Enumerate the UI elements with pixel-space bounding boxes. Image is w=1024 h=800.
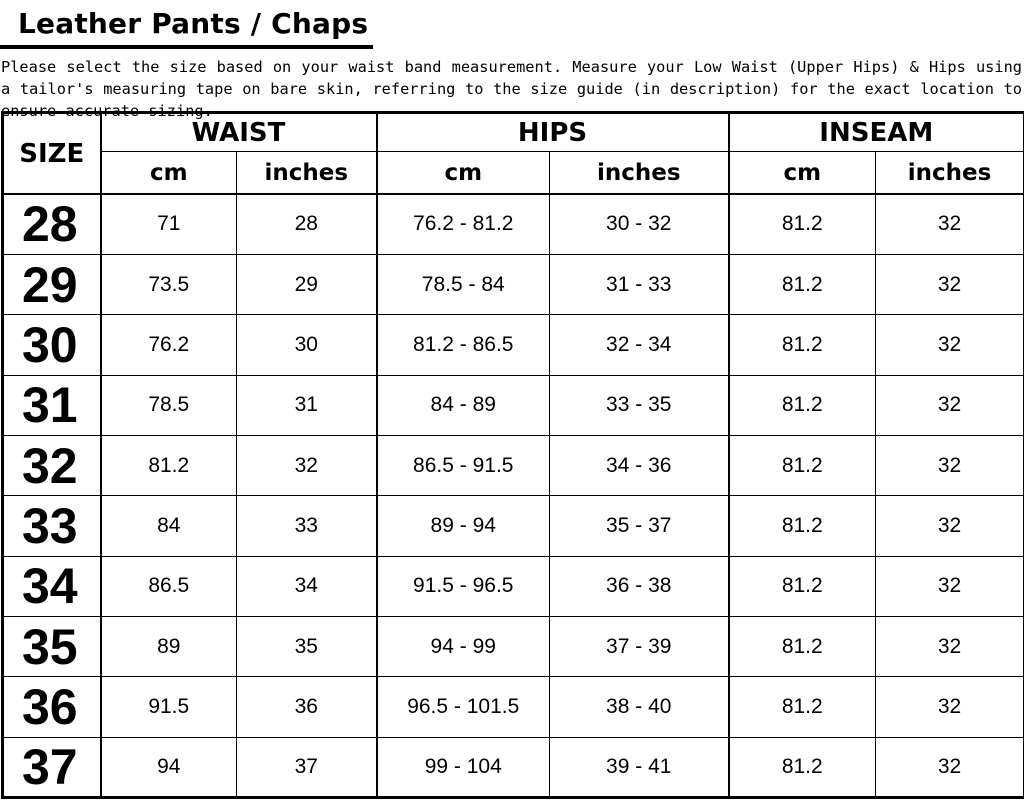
inseam-cm-cell: 81.2	[729, 435, 876, 495]
inseam-cm-cell: 81.2	[729, 677, 876, 737]
size-cell: 35	[3, 616, 101, 676]
waist-inches-cell: 31	[237, 375, 377, 435]
inseam-cm-cell: 81.2	[729, 616, 876, 676]
size-header: SIZE	[3, 113, 101, 195]
table-row	[3, 315, 1024, 375]
waist-cm-cell: 91.5	[101, 677, 237, 737]
inseam-cm-cell: 81.2	[729, 375, 876, 435]
waist-inches-cell: 30	[237, 315, 377, 375]
size-cell: 34	[3, 556, 101, 616]
hips-cm-cell: 91.5 - 96.5	[377, 556, 550, 616]
waist-inches-cell: 37	[237, 737, 377, 797]
inseam-cm-cell: 81.2	[729, 194, 876, 254]
table-row	[3, 375, 1024, 435]
inseam-cm-cell: 81.2	[729, 556, 876, 616]
size-cell: 31	[3, 375, 101, 435]
inseam-inches-cell: 32	[876, 616, 1024, 676]
waist-header: WAIST	[101, 113, 377, 152]
hips-inches-cell: 35 - 37	[550, 496, 729, 556]
inseam-inches-cell: 32	[876, 254, 1024, 314]
inseam-inches-cell: 32	[876, 315, 1024, 375]
waist-inches-cell: 29	[237, 254, 377, 314]
size-cell: 32	[3, 435, 101, 495]
table-row	[3, 254, 1024, 314]
inseam-inches-cell: 32	[876, 677, 1024, 737]
hips-inches-cell: 33 - 35	[550, 375, 729, 435]
waist-cm-cell: 73.5	[101, 254, 237, 314]
inseam-inches-cell: 32	[876, 556, 1024, 616]
hips-inches-cell: 38 - 40	[550, 677, 729, 737]
size-cell: 37	[3, 737, 101, 797]
hips-cm-cell: 86.5 - 91.5	[377, 435, 550, 495]
header-unit-row	[3, 152, 1024, 195]
hips-inches-cell: 34 - 36	[550, 435, 729, 495]
waist-cm-cell: 78.5	[101, 375, 237, 435]
header-group-row	[3, 113, 1024, 152]
hips-inches-cell: 30 - 32	[550, 194, 729, 254]
page-title: Leather Pants / Chaps	[18, 7, 369, 40]
hips-cm-cell: 89 - 94	[377, 496, 550, 556]
inseam-inches-cell: 32	[876, 435, 1024, 495]
hips-cm-header: cm	[377, 152, 550, 195]
waist-cm-cell: 84	[101, 496, 237, 556]
inseam-inches-cell: 32	[876, 194, 1024, 254]
table-row	[3, 194, 1024, 254]
inseam-inches-cell: 32	[876, 737, 1024, 797]
inseam-header: INSEAM	[729, 113, 1024, 152]
waist-inches-cell: 32	[237, 435, 377, 495]
hips-inches-header: inches	[550, 152, 729, 195]
inseam-inches-cell: 32	[876, 496, 1024, 556]
inseam-cm-cell: 81.2	[729, 496, 876, 556]
hips-cm-cell: 99 - 104	[377, 737, 550, 797]
size-cell: 28	[3, 194, 101, 254]
inseam-cm-cell: 81.2	[729, 254, 876, 314]
waist-cm-cell: 86.5	[101, 556, 237, 616]
waist-inches-cell: 35	[237, 616, 377, 676]
hips-cm-cell: 76.2 - 81.2	[377, 194, 550, 254]
intro-text: Please select the size based on your waist band measurement. Measure your Low Waist (Upper Hips) & Hips using a tailor's measuring tape on bare skin, referring to the size guide (in description) for the exact location to ensure accurate sizing.	[1, 58, 1022, 120]
table-row	[3, 435, 1024, 495]
hips-header: HIPS	[377, 113, 729, 152]
waist-cm-header: cm	[101, 152, 237, 195]
waist-inches-header: inches	[237, 152, 377, 195]
inseam-cm-header: cm	[729, 152, 876, 195]
size-cell: 33	[3, 496, 101, 556]
inseam-inches-cell: 32	[876, 375, 1024, 435]
table-row	[3, 616, 1024, 676]
hips-inches-cell: 39 - 41	[550, 737, 729, 797]
hips-inches-cell: 36 - 38	[550, 556, 729, 616]
hips-cm-cell: 94 - 99	[377, 616, 550, 676]
waist-inches-cell: 33	[237, 496, 377, 556]
size-cell: 29	[3, 254, 101, 314]
waist-cm-cell: 89	[101, 616, 237, 676]
table-row	[3, 496, 1024, 556]
hips-cm-cell: 96.5 - 101.5	[377, 677, 550, 737]
hips-cm-cell: 84 - 89	[377, 375, 550, 435]
waist-inches-cell: 34	[237, 556, 377, 616]
table-row	[3, 677, 1024, 737]
table-row	[3, 556, 1024, 616]
waist-inches-cell: 36	[237, 677, 377, 737]
hips-inches-cell: 37 - 39	[550, 616, 729, 676]
inseam-cm-cell: 81.2	[729, 315, 876, 375]
waist-cm-cell: 76.2	[101, 315, 237, 375]
table-row	[3, 737, 1024, 797]
inseam-inches-header: inches	[876, 152, 1024, 195]
title-underline	[0, 45, 373, 49]
size-cell: 30	[3, 315, 101, 375]
inseam-cm-cell: 81.2	[729, 737, 876, 797]
size-cell: 36	[3, 677, 101, 737]
hips-cm-cell: 81.2 - 86.5	[377, 315, 550, 375]
waist-cm-cell: 81.2	[101, 435, 237, 495]
hips-inches-cell: 31 - 33	[550, 254, 729, 314]
size-chart-table	[1, 111, 1024, 799]
waist-cm-cell: 94	[101, 737, 237, 797]
hips-inches-cell: 32 - 34	[550, 315, 729, 375]
waist-inches-cell: 28	[237, 194, 377, 254]
hips-cm-cell: 78.5 - 84	[377, 254, 550, 314]
waist-cm-cell: 71	[101, 194, 237, 254]
